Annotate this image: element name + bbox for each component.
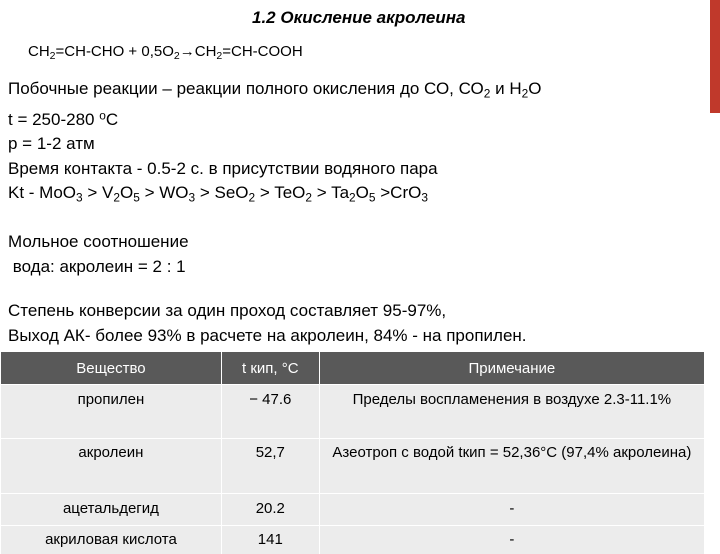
molar-ratio-value: вода: акролеин = 2 : 1 <box>8 257 186 277</box>
contact-time-line: Время контакта - 0.5-2 с. в присутствии водяного пара <box>8 159 438 179</box>
cell-note: Пределы воспламенения в воздухе 2.3-11.1% <box>319 385 704 439</box>
cell-note: - <box>319 526 704 554</box>
table-row <box>1 494 704 526</box>
cell-boiling-point: − 47.6 <box>221 385 319 439</box>
catalyst-line: $Kt - MoO_3 > V_2O_5 > WO_3 > SeO_2 > TeO_2 > Ta_2O_5 >CrO_3$ <box>8 183 428 203</box>
accent-bar <box>710 0 720 113</box>
header-boiling-point: t кип, °С <box>221 352 319 385</box>
cell-substance: ацетальдегид <box>1 494 221 526</box>
cell-substance: пропилен <box>1 385 221 439</box>
cell-note: Азеотроп с водой tкип = 52,36°С (97,4% акролеина) <box>319 439 704 494</box>
slide-title: 1.2 Окисление акролеина <box>252 8 465 28</box>
cell-substance: акролеин <box>1 439 221 494</box>
side-reactions-text: Побочные реакции – реакции полного окисления до СО, $СО_2$ и $Н_2О$ <box>8 79 541 99</box>
pressure-line: p = 1-2 атм <box>8 134 95 154</box>
yield-line: Выход АК- более 93% в расчете на акролеин, 84% - на пропилен. <box>8 326 527 346</box>
conversion-line: Степень конверсии за один проход составляет 95-97%, <box>8 301 446 321</box>
header-note: Примечание <box>319 352 704 385</box>
cell-boiling-point: 52,7 <box>221 439 319 494</box>
header-substance: Вещество <box>1 352 221 385</box>
table-header-row <box>1 352 704 385</box>
table-row <box>1 439 704 494</box>
cell-boiling-point: 20.2 <box>221 494 319 526</box>
temperature-line: t = 250-280 $^o$C <box>8 110 118 130</box>
properties-table <box>1 352 704 554</box>
cell-boiling-point: 141 <box>221 526 319 554</box>
cell-substance: акриловая кислота <box>1 526 221 554</box>
cell-note: - <box>319 494 704 526</box>
table-row <box>1 385 704 439</box>
reaction-equation: $CH_2=CH$-CHO + $0,5O_2\to CH_2=CH$-COOH <box>28 43 303 60</box>
molar-ratio-label: Мольное соотношение <box>8 232 189 252</box>
